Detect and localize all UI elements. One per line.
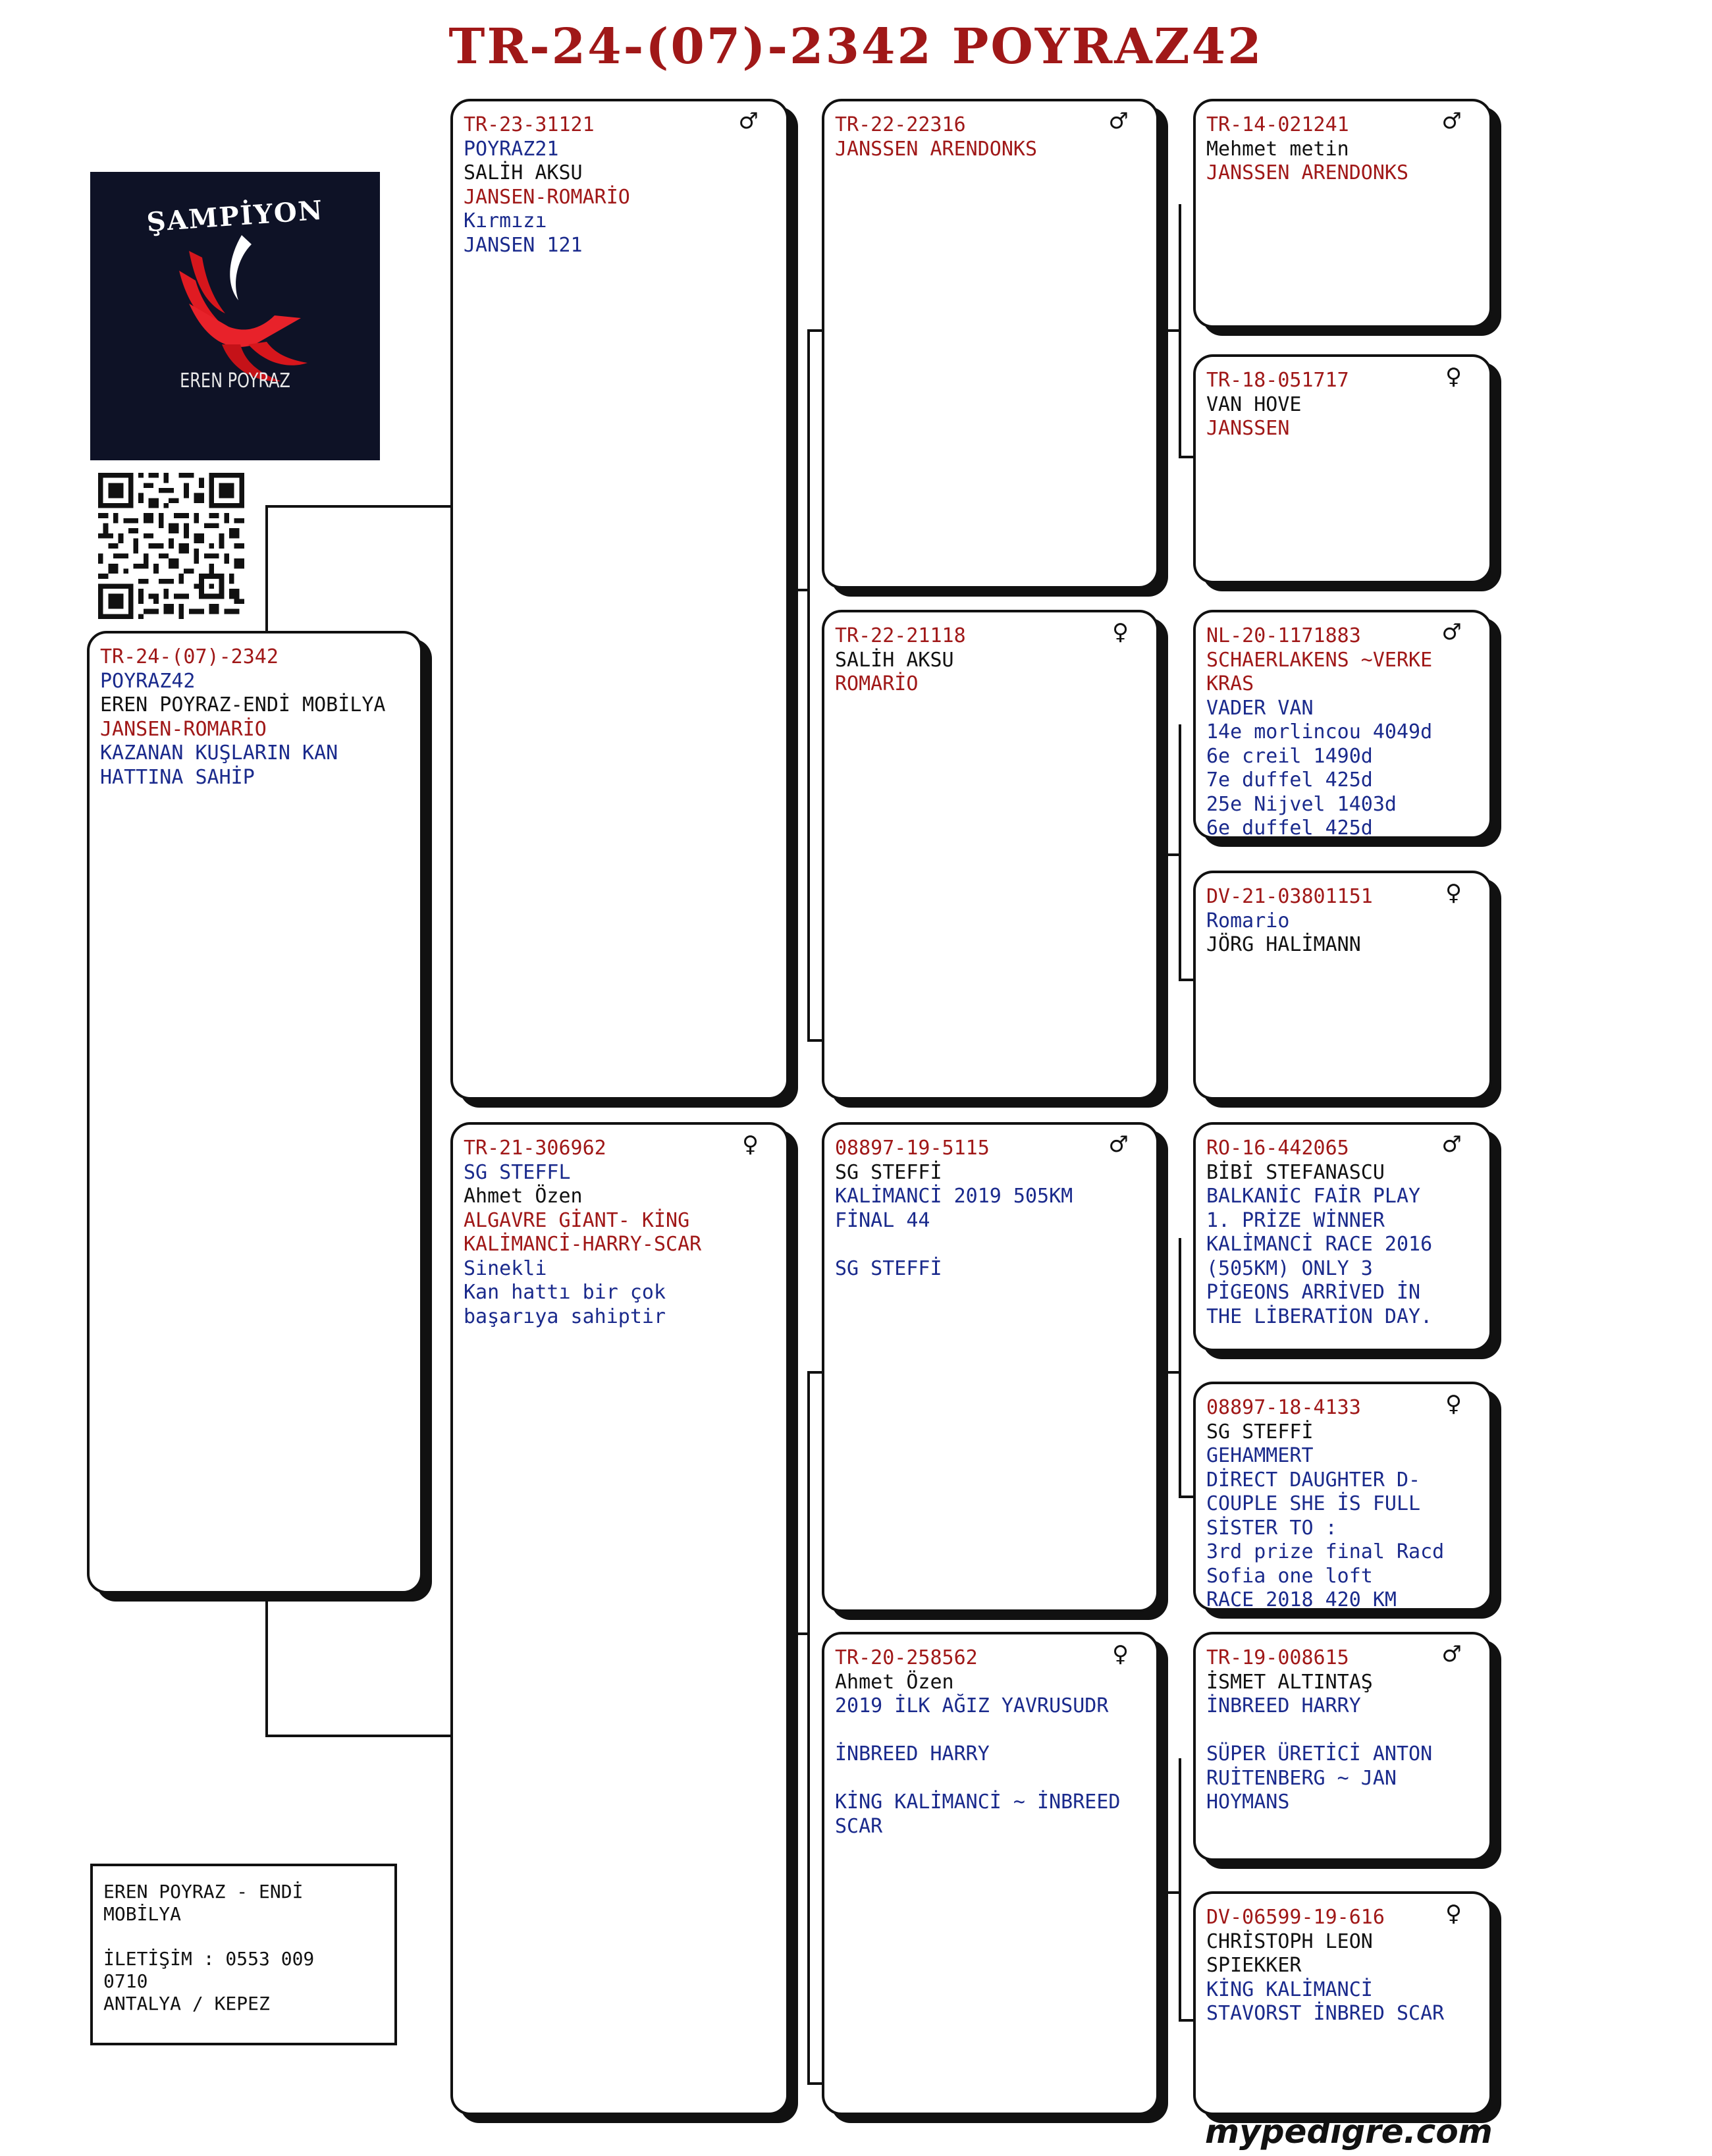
contact-line: EREN POYRAZ - ENDİ (103, 1881, 304, 1902)
pedigree-line (1206, 1719, 1475, 1743)
pedigree-line: KALİMANCİ RACE 2016 (1206, 1233, 1433, 1256)
pedigree-line: SCHAERLAKENS ~VERKE (1206, 648, 1433, 672)
connector-g2c-stub (1164, 1371, 1181, 1374)
ring-number: TR-19-008615 (1206, 1646, 1349, 1669)
pedigree-line: İNBREED HARRY (835, 1742, 990, 1765)
pedigree-line: THE LİBERATİON DAY. (1206, 1305, 1433, 1328)
pedigree-line: JÖRG HALİMANN (1206, 933, 1361, 956)
male-symbol-icon: ♂ (1441, 1641, 1462, 1667)
pedigree-line: Sinekli (464, 1256, 547, 1280)
male-symbol-icon: ♂ (1441, 619, 1462, 645)
pedigree-line: JANSSEN (1206, 417, 1290, 440)
pedigree-line: 6e creil 1490d (1206, 744, 1373, 768)
pedigree-line: KRAS (1206, 672, 1254, 695)
pedigree-line: Ahmet Özen (464, 1185, 583, 1208)
ring-number: 08897-19-5115 (835, 1137, 990, 1160)
pedigree-line: KALİMANCİ 2019 505KM (835, 1185, 1073, 1208)
breeder-logo (90, 172, 380, 460)
connector-g2d-bracket (1179, 1758, 1181, 2022)
pedigree-line: HOYMANS (1206, 1791, 1290, 1814)
dam-dam-card[interactable] (822, 1632, 1159, 2115)
footer-site-name[interactable]: mypedigre.com (1205, 2113, 1493, 2151)
pedigree-line: PİGEONS ARRİVED İN (1206, 1281, 1421, 1304)
pedigree-line: SPIEKKER (1206, 1954, 1302, 1977)
contact-line (103, 1926, 384, 1948)
gen3-card-4[interactable] (1193, 871, 1492, 1100)
dam-sire-card[interactable] (822, 1122, 1159, 1612)
pedigree-line: SG STEFFİ (835, 1160, 942, 1184)
pedigree-line: SG STEFFİ (1206, 1420, 1314, 1443)
male-symbol-icon: ♂ (738, 108, 759, 134)
pedigree-line: İSMET ALTINTAŞ (1206, 1670, 1373, 1694)
gen3-card-2[interactable] (1193, 354, 1492, 583)
connector-g2d-bottom (1179, 2019, 1193, 2022)
ring-number: TR-14-021241 (1206, 113, 1349, 136)
pedigree-line: KİNG KALİMANCİ ~ İNBREED (835, 1791, 1121, 1814)
pedigree-line: POYRAZ21 (464, 137, 559, 161)
connector-g2b-bottom (1179, 979, 1193, 981)
pedigree-line: KALİMANCİ-HARRY-SCAR (464, 1233, 702, 1256)
logo-brand-text: ŞAMPİYON (146, 194, 325, 238)
pedigree-line: DİRECT DAUGHTER D- (1206, 1468, 1421, 1492)
male-symbol-icon: ♂ (1108, 108, 1129, 134)
connector-sire-top (807, 329, 822, 332)
pedigree-line: BİBİ STEFANASCU (1206, 1160, 1385, 1184)
qr-code-icon (95, 473, 247, 619)
pedigree-line: İNBREED HARRY (1206, 1694, 1361, 1717)
gen3-card-6[interactable] (1193, 1382, 1492, 1611)
male-symbol-icon: ♂ (1108, 1131, 1129, 1158)
connector-sire-bottom (807, 1039, 822, 1042)
pedigree-line: SÜPER ÜRETİCİ ANTON (1206, 1742, 1433, 1765)
gen3-card-1[interactable] (1193, 99, 1492, 328)
connector-subject-dam (265, 1735, 450, 1737)
pedigree-line: SG STEFFİ (835, 1256, 942, 1280)
pedigree-line: 3rd prize final Racd (1206, 1540, 1445, 1563)
ring-number: DV-06599-19-616 (1206, 1906, 1385, 1929)
ring-number: TR-23-31121 (464, 113, 595, 136)
pedigree-line: SALİH AKSU (464, 161, 583, 184)
connector-g2a-stub (1164, 329, 1181, 332)
page-title: TR-24-(07)-2342 POYRAZ42 (448, 18, 1264, 75)
connector-subject-vertical (265, 505, 268, 633)
pedigree-line: JANSEN 121 (464, 233, 583, 257)
ring-number: TR-21-306962 (464, 1137, 606, 1160)
ring-number: TR-22-22316 (835, 113, 966, 136)
ring-number: DV-21-03801151 (1206, 885, 1373, 908)
ring-number: TR-18-051717 (1206, 369, 1349, 392)
ring-number: TR-20-258562 (835, 1646, 978, 1669)
gen3-card-3[interactable] (1193, 610, 1492, 839)
pedigree-line: başarıya sahiptir (464, 1305, 666, 1328)
connector-sire-bracket (807, 329, 810, 1042)
pedigree-line (835, 1767, 1142, 1791)
pedigree-line: CHRİSTOPH LEON (1206, 1929, 1373, 1953)
red-bird-icon (90, 172, 380, 460)
pedigree-line: JANSSEN ARENDONKS (835, 137, 1038, 161)
pedigree-line: Ahmet Özen (835, 1670, 954, 1694)
connector-g2a-bottom (1179, 456, 1193, 458)
pedigree-line: 2019 İLK AĞIZ YAVRUSUDR (835, 1694, 1109, 1717)
pedigree-line: 25e Nijvel 1403d (1206, 792, 1397, 816)
connector-subject-vertical-low (265, 1594, 268, 1737)
pedigree-line: 1. PRİZE WİNNER (1206, 1208, 1385, 1232)
connector-dam-top (807, 1371, 822, 1374)
female-symbol-icon: ♀ (1445, 364, 1462, 390)
gen3-card-7[interactable] (1193, 1632, 1492, 1861)
female-symbol-icon: ♀ (1445, 1391, 1462, 1417)
connector-g2b-stub (1164, 853, 1181, 856)
connector-dam-stub (793, 1632, 810, 1635)
ring-number: 08897-18-4133 (1206, 1396, 1361, 1419)
ring-number: RO-16-442065 (1206, 1137, 1349, 1160)
pedigree-line (835, 1233, 1142, 1257)
pedigree-line: STAVORST İNBRED SCAR (1206, 2002, 1445, 2025)
subject-pigeon-card[interactable] (87, 631, 423, 1594)
contact-line: MOBİLYA (103, 1903, 182, 1925)
pedigree-line: 14e morlincou 4049d (1206, 720, 1433, 743)
pedigree-line: JANSEN-ROMARİO (464, 185, 630, 209)
dam-card[interactable] (450, 1122, 789, 2115)
pedigree-line: ROMARİO (835, 672, 919, 695)
pedigree-line: GEHAMMERT (1206, 1444, 1314, 1467)
contact-line: İLETİŞİM : 0553 009 (103, 1948, 315, 1970)
pedigree-line: 6e duffel 425d (1206, 817, 1373, 839)
contact-box (90, 1864, 397, 2045)
connector-g2d-stub (1164, 1891, 1181, 1894)
pedigree-line: Kırmızı (464, 209, 547, 232)
connector-g2c-bottom (1179, 1496, 1193, 1498)
gen3-card-5[interactable] (1193, 1122, 1492, 1351)
sire-card[interactable] (450, 99, 789, 1100)
connector-sire-stub (793, 589, 810, 591)
connector-dam-bottom (807, 2082, 822, 2085)
connector-g2b-bracket (1179, 724, 1181, 981)
gen3-card-8[interactable] (1193, 1891, 1492, 2115)
contact-line: ANTALYA / KEPEZ (103, 1993, 270, 2014)
connector-dam-bracket (807, 1371, 810, 2085)
pedigree-line: COUPLE SHE İS FULL (1206, 1492, 1421, 1515)
pedigree-line: SİSTER TO : (1206, 1516, 1337, 1540)
female-symbol-icon: ♀ (1445, 1900, 1462, 1927)
ring-number: TR-24-(07)-2342 (100, 645, 279, 668)
male-symbol-icon: ♂ (1441, 108, 1462, 134)
pedigree-line: Romario (1206, 909, 1290, 932)
ring-number: NL-20-1171883 (1206, 624, 1361, 647)
pedigree-line: SG STEFFL (464, 1160, 571, 1184)
pedigree-line: RACE 2018 420 KM (1206, 1588, 1397, 1611)
male-symbol-icon: ♂ (1441, 1131, 1462, 1158)
contact-line: 0710 (103, 1970, 148, 1992)
sire-dam-card[interactable] (822, 610, 1159, 1100)
pedigree-line: JANSEN-ROMARİO (100, 717, 267, 741)
pedigree-line: RUİTENBERG ~ JAN (1206, 1766, 1397, 1790)
ring-number: TR-22-21118 (835, 624, 966, 647)
connector-subject-sire (265, 505, 450, 508)
pedigree-line (835, 1719, 1142, 1743)
pedigree-line: EREN POYRAZ-ENDİ MOBİLYA (100, 693, 386, 716)
female-symbol-icon: ♀ (742, 1131, 759, 1158)
pedigree-line: (505KM) ONLY 3 (1206, 1256, 1373, 1280)
sire-sire-card[interactable] (822, 99, 1159, 589)
pedigree-line: Kan hattı bir çok (464, 1281, 666, 1304)
pedigree-line: Sofia one loft (1206, 1564, 1373, 1588)
pedigree-line: SCAR (835, 1814, 883, 1838)
pedigree-line: BALKANİC FAİR PLAY (1206, 1185, 1421, 1208)
female-symbol-icon: ♀ (1445, 880, 1462, 906)
pedigree-line: JANSSEN ARENDONKS (1206, 161, 1409, 184)
pedigree-line: Mehmet metin (1206, 137, 1349, 161)
pedigree-line: VADER VAN (1206, 696, 1314, 720)
pedigree-line: SALİH AKSU (835, 648, 954, 672)
pedigree-line: KAZANAN KUŞLARIN KAN (100, 741, 338, 765)
pedigree-line: 7e duffel 425d (1206, 768, 1373, 792)
logo-owner-text: EREN POYRAZ (180, 369, 290, 392)
female-symbol-icon: ♀ (1112, 619, 1129, 645)
pedigree-line: KİNG KALİMANCİ (1206, 1978, 1373, 2001)
pedigree-line: HATTINA SAHİP (100, 765, 255, 789)
pedigree-line: VAN HOVE (1206, 392, 1302, 416)
female-symbol-icon: ♀ (1112, 1641, 1129, 1667)
pedigree-line: ALGAVRE GİANT- KİNG (464, 1208, 690, 1232)
pedigree-line: POYRAZ42 (100, 669, 196, 693)
pedigree-line: FİNAL 44 (835, 1208, 930, 1232)
connector-g2c-bracket (1179, 1238, 1181, 1498)
